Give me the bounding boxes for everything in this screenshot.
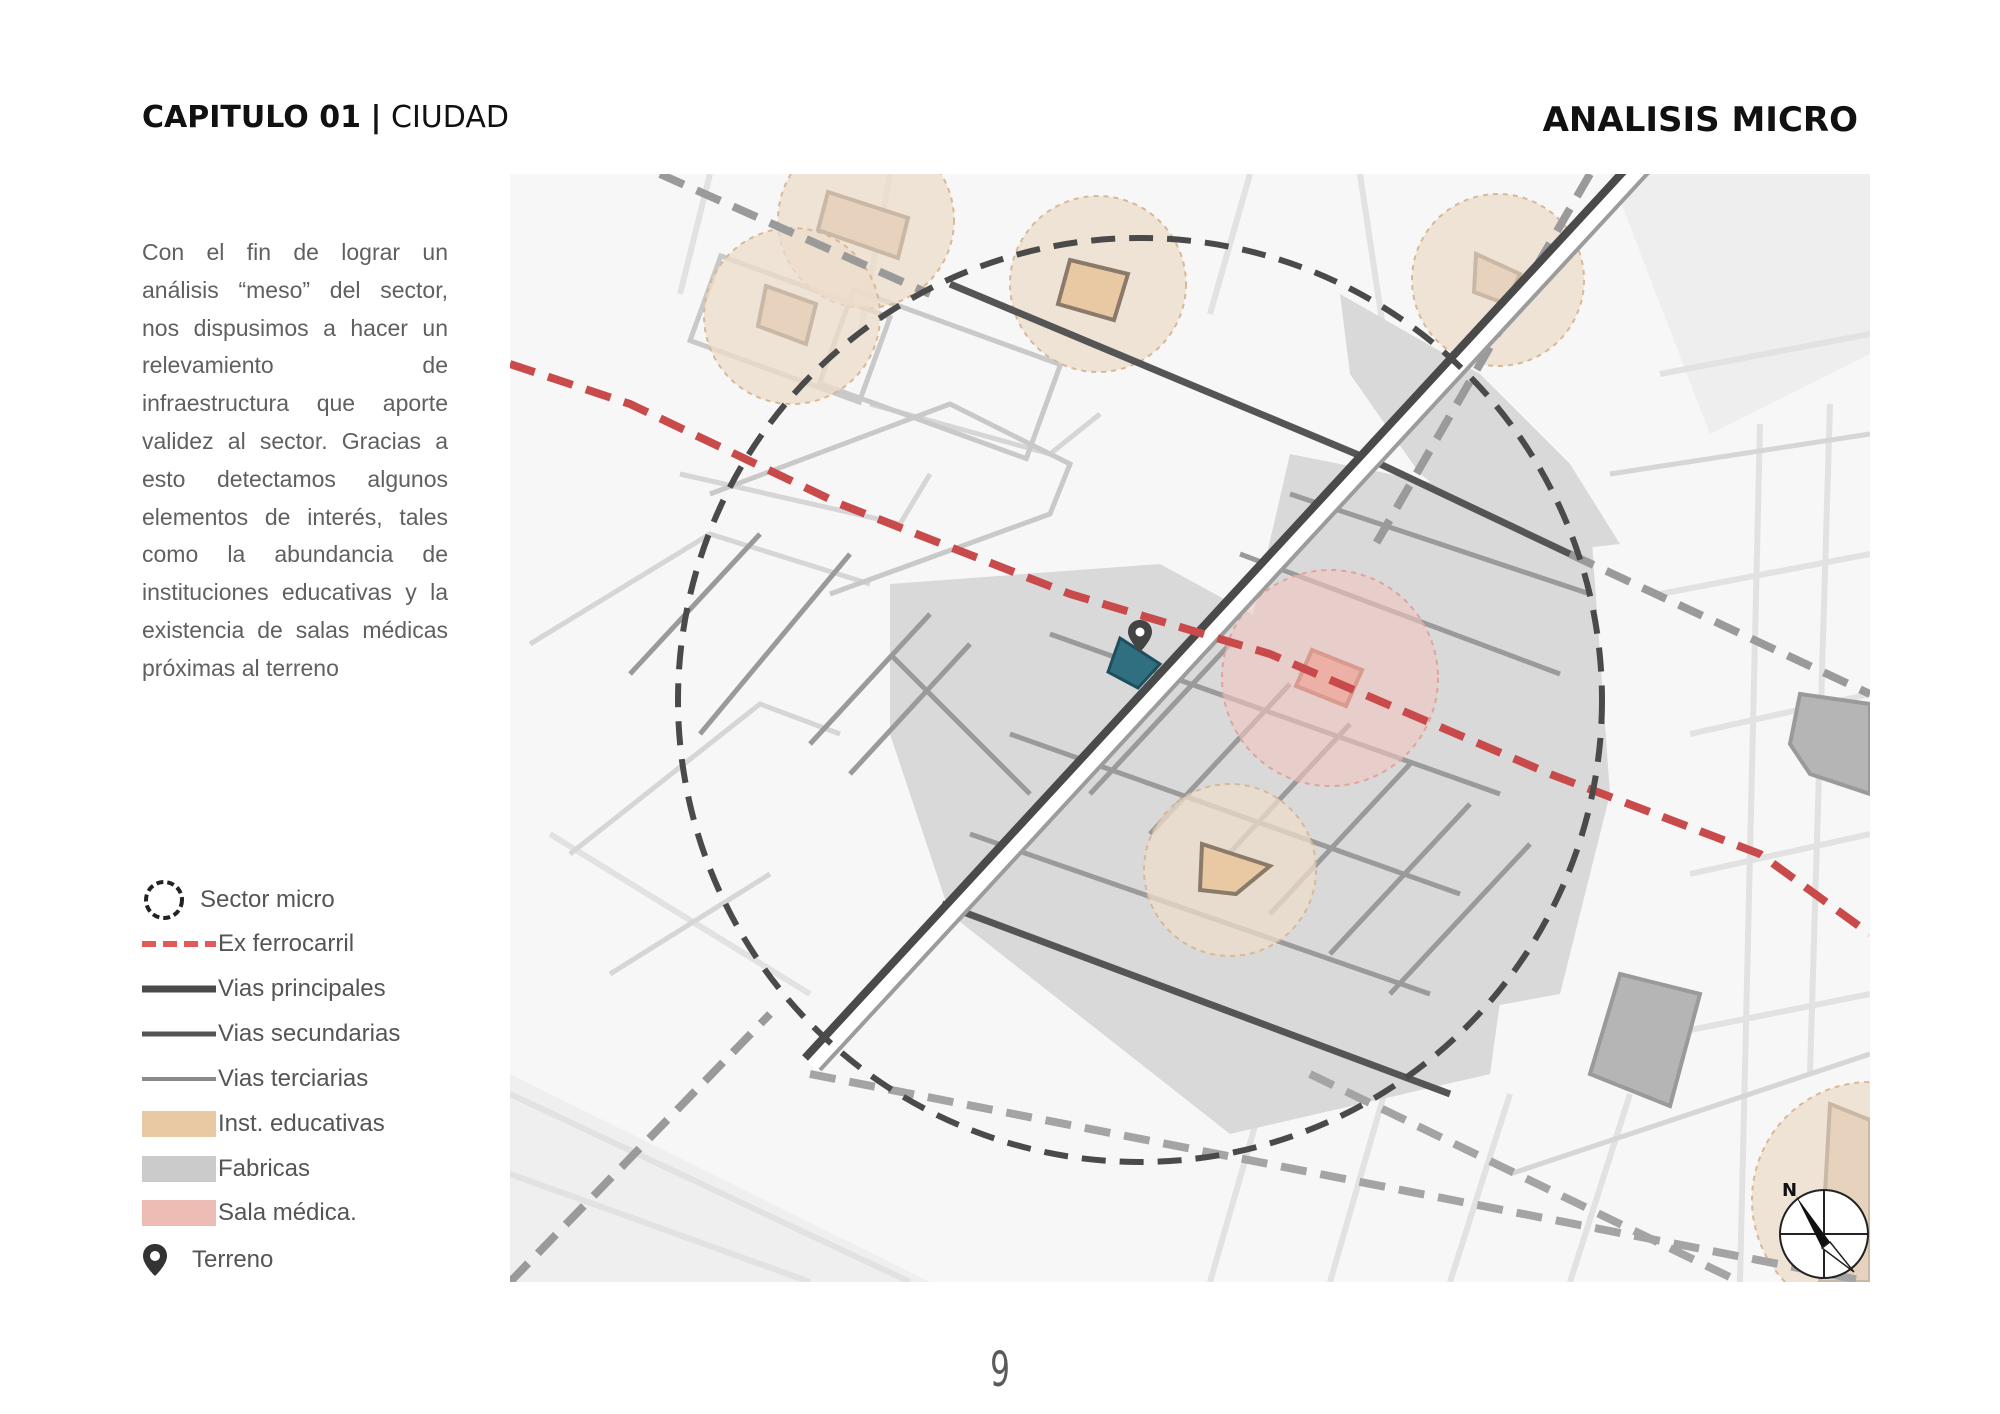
legend-item-terreno: [142, 1242, 273, 1278]
legend-label: Vias secundarias: [218, 1020, 401, 1047]
chapter-number: CAPITULO 01: [142, 100, 361, 135]
legend-item-vias-terciarias: [142, 1061, 368, 1097]
tertiary-road-swatch: [142, 1073, 216, 1085]
legend-item-vias-secundarias: [142, 1016, 400, 1052]
legend-label: Fabricas: [218, 1155, 311, 1182]
legend-item-sala-medica: [142, 1195, 357, 1231]
legend-item-fabricas: [142, 1151, 310, 1187]
factory-swatch: [142, 1156, 216, 1182]
chapter-separator: |: [370, 100, 382, 135]
page-number: 9: [990, 1342, 1010, 1398]
legend-label: Sector micro: [200, 886, 335, 913]
secondary-road-swatch: [142, 1028, 216, 1040]
legend-label: Vias terciarias: [218, 1065, 369, 1092]
intro-paragraph: Con el fin de lograr un análisis “meso” del sector, nos dispusimos a hacer un relevamiento de infraestructura que aporte validez al sector. Gracias a esto detectamos algunos elementos de interés, tales como la abundancia de instituciones educativas y la existencia de salas médicas próximas al terreno: [142, 239, 448, 681]
main-road-swatch: [142, 983, 216, 995]
legend-item-sector-micro: [142, 882, 335, 918]
legend-label: Ex ferrocarril: [218, 930, 355, 957]
micro-analysis-map: [510, 174, 1870, 1282]
medical-swatch: [142, 1200, 216, 1226]
medical-marker: [1222, 570, 1438, 786]
map-pin-icon: [142, 1243, 168, 1277]
legend-label: Vias principales: [218, 975, 386, 1002]
legend-label: Sala médica.: [218, 1199, 357, 1226]
legend-item-vias-principales: [142, 971, 386, 1007]
legend-label: Inst. educativas: [218, 1110, 385, 1137]
legend-item-ex-ferrocarril: [142, 926, 354, 962]
education-swatch: [142, 1111, 216, 1137]
legend-label: Terreno: [192, 1246, 274, 1273]
railway-swatch: [142, 938, 216, 950]
map-svg: [510, 174, 1870, 1282]
dashed-circle-icon: [142, 878, 186, 922]
north-label: N: [1782, 1180, 1798, 1201]
chapter-section: CIUDAD: [391, 100, 509, 135]
chapter-heading: [142, 100, 509, 135]
page-title: ANALISIS MICRO: [1542, 100, 1858, 140]
legend-item-inst-educativas: [142, 1106, 385, 1142]
